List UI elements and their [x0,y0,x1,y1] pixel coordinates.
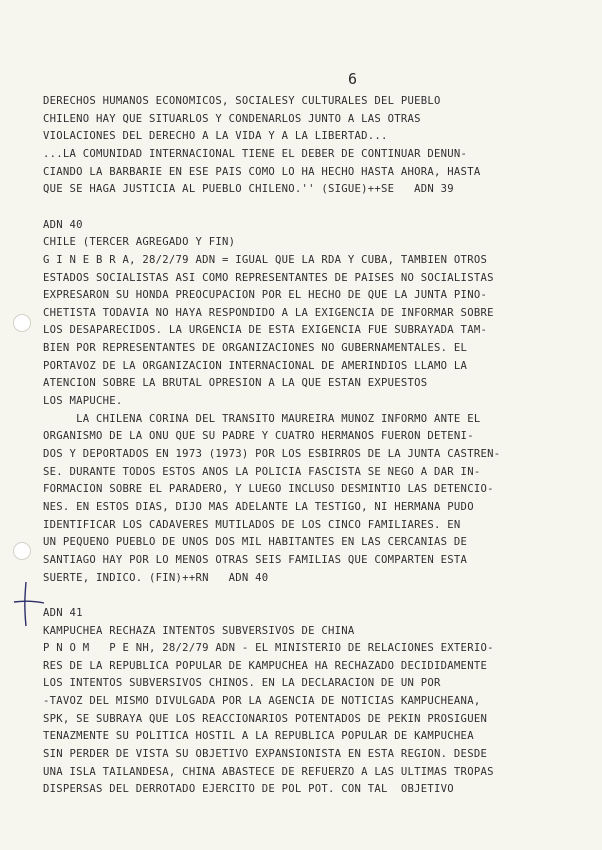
text-line: IDENTIFICAR LOS CADAVERES MUTILADOS DE LOS CINCO FAMILIARES. EN [43,518,461,531]
text-line: ORGANISMO DE LA ONU QUE SU PADRE Y CUATRO HERMANOS FUERON DETENI- [43,430,474,443]
text-line: PORTAVOZ DE LA ORGANIZACION INTERNACIONAL DE AMERINDIOS LLAMO LA [43,359,468,372]
text-line: LOS MAPUCHE. [43,395,123,408]
text-line: CHETISTA TODAVIA NO HAYA RESPONDIDO A LA EXIGENCIA DE INFORMAR SOBRE [43,306,494,319]
text-line: ATENCION SOBRE LA BRUTAL OPRESION A LA QUE ESTAN EXPUESTOS [43,377,428,390]
text-line: G I N E B R A, 28/2/79 ADN = IGUAL QUE LA RDA Y CUBA, TAMBIEN OTROS [43,253,488,266]
text-line: DERECHOS HUMANOS ECONOMICOS, SOCIALESY CULTURALES DEL PUEBLO [43,95,441,107]
page-number: 6 [348,70,358,88]
text-line: TENAZMENTE SU POLITICA HOSTIL A LA REPUBLICA POPULAR DE KAMPUCHEA [43,730,474,743]
text-line: KAMPUCHEA RECHAZA INTENTOS SUBVERSIVOS DE CHINA [43,624,355,637]
text-line: -TAVOZ DEL MISMO DIVULGADA POR LA AGENCIA DE NOTICIAS KAMPUCHEANA, [43,695,481,708]
text-line: ADN 41 [43,606,83,619]
text-line: VIOLACIONES DEL DERECHO A LA VIDA Y A LA LIBERTAD... [43,130,388,143]
text-line: P N O M P E NH, 28/2/79 ADN - EL MINISTERIO DE RELACIONES EXTERIO- [43,642,494,655]
text-line: FORMACION SOBRE EL PARADERO, Y LUEGO INCLUSO DESMINTIO LAS DETENCIO- [43,483,494,496]
text-line: UN PEQUENO PUEBLO DE UNOS DOS MIL HABITANTES EN LAS CERCANIAS DE [43,536,468,549]
text-line: UNA ISLA TAILANDESA, CHINA ABASTECE DE REFUERZO A LAS ULTIMAS TROPAS [43,765,494,778]
text-line: SIN PERDER DE VISTA SU OBJETIVO EXPANSIONISTA EN ESTA REGION. DESDE [43,748,488,761]
text-line: BIEN POR REPRESENTANTES DE ORGANIZACIONES NO GUBERNAMENTALES. EL [43,342,468,355]
punch-hole-bottom [13,542,31,560]
text-line: SPK, SE SUBRAYA QUE LOS REACCIONARIOS POTENTADOS DE PEKIN PROSIGUEN [43,712,488,725]
text-line: LOS INTENTOS SUBVERSIVOS CHINOS. EN LA DECLARACION DE UN POR [43,677,441,690]
text-line: DOS Y DEPORTADOS EN 1973 (1973) POR LOS ESBIRROS DE LA JUNTA CASTREN- [43,448,501,460]
text-line: NES. EN ESTOS DIAS, DIJO MAS ADELANTE LA TESTIGO, NI HERMANA PUDO [43,500,474,513]
text-line: ...LA COMUNIDAD INTERNACIONAL TIENE EL DEBER DE CONTINUAR DENUN- [43,147,468,160]
text-line: CHILE (TERCER AGREGADO Y FIN) [43,236,236,249]
text-line: SE. DURANTE TODOS ESTOS ANOS LA POLICIA FASCISTA SE NEGO A DAR IN- [43,465,481,478]
punch-hole-top [13,314,31,332]
text-line: QUE SE HAGA JUSTICIA AL PUEBLO CHILENO.'' (SIGUE)++SE ADN 39 [43,183,454,196]
text-line: LA CHILENA CORINA DEL TRANSITO MAUREIRA MUNOZ INFORMO ANTE EL [43,412,481,425]
text-line: CIANDO LA BARBARIE EN ESE PAIS COMO LO HA HECHO HASTA AHORA, HASTA [43,165,481,178]
pen-mark-icon [8,580,48,630]
text-line: SANTIAGO HAY POR LO MENOS OTRAS SEIS FAMILIAS QUE COMPARTEN ESTA [43,553,468,566]
text-line: ADN 40 [43,218,83,231]
text-line: RES DE LA REPUBLICA POPULAR DE KAMPUCHEA HA RECHAZADO DECIDIDAMENTE [43,659,488,672]
text-line: CHILENO HAY QUE SITUARLOS Y CONDENARLOS JUNTO A LAS OTRAS [43,112,421,125]
text-line: SUERTE, INDICO. (FIN)++RN ADN 40 [43,571,269,584]
text-line: EXPRESARON SU HONDA PREOCUPACION POR EL HECHO DE QUE LA JUNTA PINO- [43,289,488,302]
text-line: DISPERSAS DEL DERROTADO EJERCITO DE POL POT. CON TAL OBJETIVO [43,783,454,796]
text-line: ESTADOS SOCIALISTAS ASI COMO REPRESENTANTES DE PAISES NO SOCIALISTAS [43,271,494,284]
text-line: LOS DESAPARECIDOS. LA URGENCIA DE ESTA EXIGENCIA FUE SUBRAYADA TAM- [43,324,488,337]
